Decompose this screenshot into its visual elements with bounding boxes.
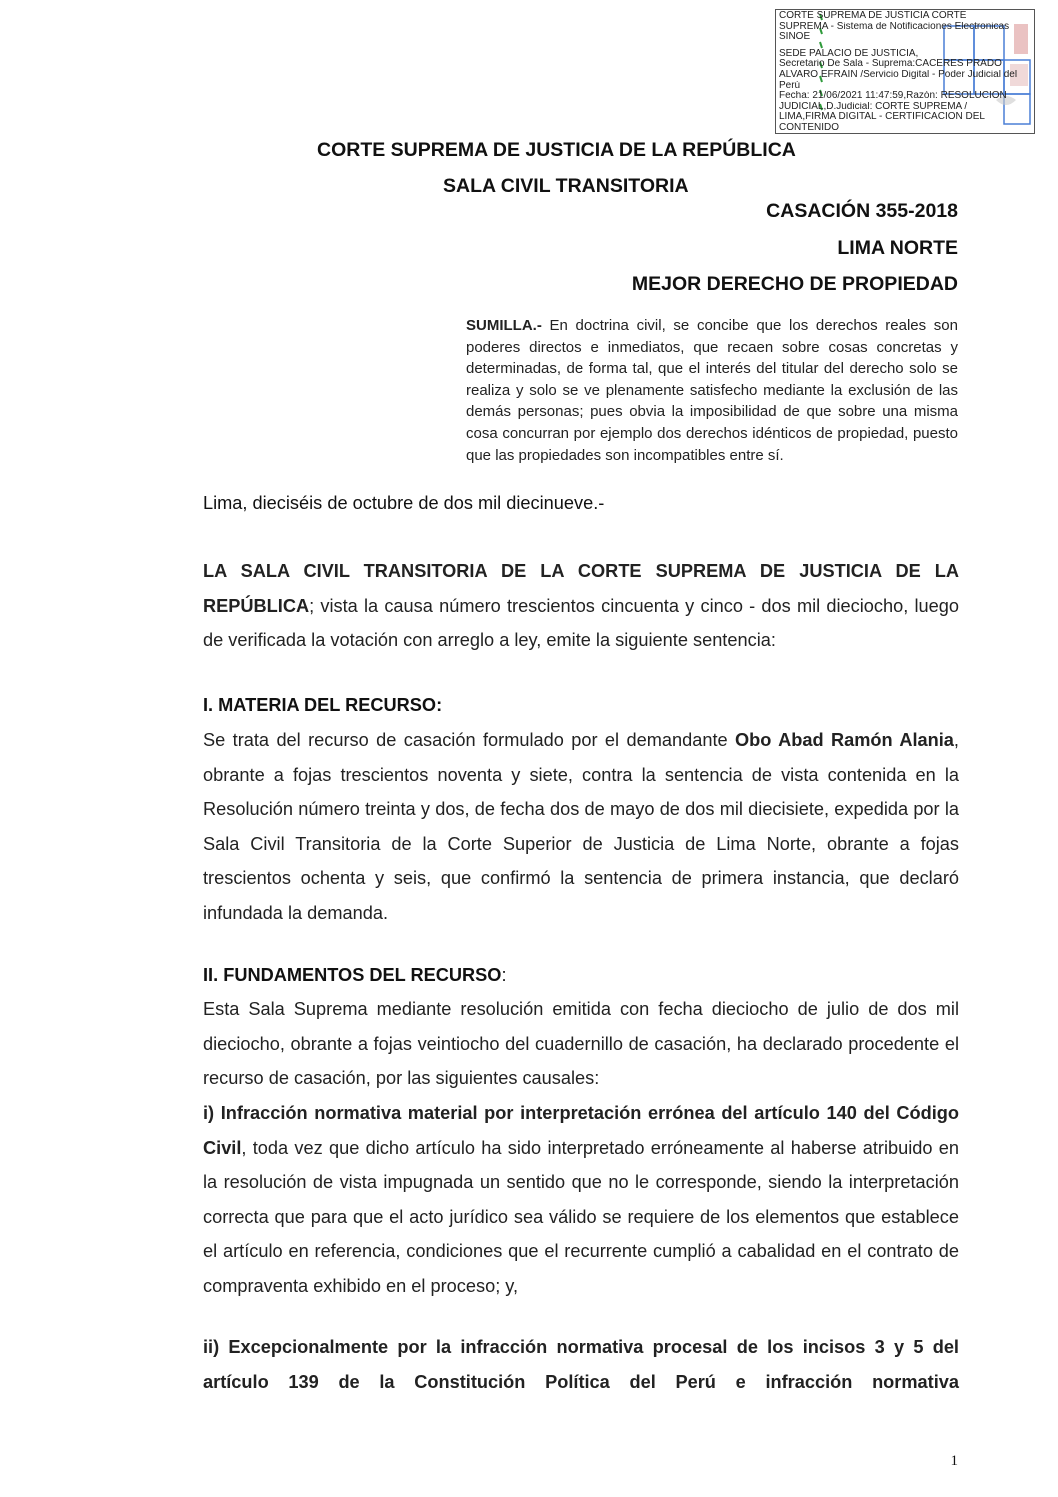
sumilla-label: SUMILLA.- bbox=[466, 317, 542, 334]
section1-text-b: , obrante a fojas trescientos noventa y siete, contra la sentencia de vista contenida en la Resolución número treinta y dos, de fecha dos de mayo de dos mil diecisiete, expedida por la Sala Civil Transitoria de la Corte Superior de Justicia de Lima Norte, obrante a fojas trescientos ochenta y seis, que confirmó la sentencia de primera instancia, que declaró infundada la demanda. bbox=[203, 730, 959, 923]
section2-heading-suffix: : bbox=[501, 965, 507, 985]
section2-heading bbox=[203, 965, 507, 986]
stamp-line: JUDICIAL,D.Judicial: CORTE SUPREMA / bbox=[779, 101, 968, 112]
district-title: LIMA NORTE bbox=[837, 237, 958, 259]
chamber-title: SALA CIVIL TRANSITORIA bbox=[443, 175, 689, 197]
stamp-line: Fecha: 21/06/2021 11:47:59,Razón: RESOLUCIÓN bbox=[779, 91, 1007, 102]
stamp-line: Perú bbox=[779, 80, 801, 91]
section2-intro: Esta Sala Suprema mediante resolución emitida con fecha dieciocho de julio de dos mil dieciocho, obrante a fojas veintiocho del cuadernillo de casación, ha declarado procedente el recurso de casación, por las siguientes causales: bbox=[203, 999, 959, 1088]
cause1-text: , toda vez que dicho artículo ha sido interpretado erróneamente al haberse atribuido en la resolución de vista impugnada un sentido que no le corresponde, siendo la interpretación correcta que para que el acto jurídico sea válido se requiere de los elementos que establece el artículo en referencia, condiciones que el recurrente cumplió a cabalidad en el contrato de compraventa exhibido en el proceso; y, bbox=[203, 1137, 959, 1296]
stamp-line: SINOE bbox=[779, 32, 811, 43]
intro-bold: LA SALA CIVIL TRANSITORIA DE LA CORTE SUPREMA DE JUSTICIA DE LA REPÚBLICA bbox=[203, 561, 959, 616]
section2-heading-text: II. FUNDAMENTOS DEL RECURSO bbox=[203, 965, 502, 985]
section1-heading: I. MATERIA DEL RECURSO: bbox=[203, 695, 443, 715]
sumilla-text: En doctrina civil, se concibe que los derechos reales son poderes directos e inmediatos, que recaen sobre cosas concretas y determinadas, de forma tal, que el interés del titular del derecho solo se realiza y solo se ve plenamente satisfecho mediante la exclusión de las demás personas; pues obvia la imposibilidad de que sobre una misma cosa concurran por ejemplo dos derechos idénticos de propiedad, puesto que las propiedades son incompatibles entre sí. bbox=[466, 317, 958, 464]
section2-cause2: ii) Excepcionalmente por la infracción normativa procesal de los incisos 3 y 5 del artículo 139 de la Constitución Política del Perú e infracción normativa bbox=[203, 1337, 959, 1392]
section1-name: Obo Abad Ramón Alania bbox=[735, 730, 954, 750]
intro-paragraph bbox=[203, 554, 959, 658]
stamp-line: ALVARO EFRAIN /Servicio Digital - Poder Judicial del bbox=[779, 69, 1018, 80]
digital-signature-stamp bbox=[775, 9, 1035, 134]
intro-text: ; vista la causa número trescientos cincuenta y cinco - dos mil dieciocho, luego de verificada la votación con arreglo a ley, emite la siguiente sentencia: bbox=[203, 595, 959, 650]
section1-paragraph bbox=[203, 723, 959, 930]
case-number: CASACIÓN 355-2018 bbox=[766, 200, 958, 222]
stamp-line: SUPREMA - Sistema de Notificaciones Electronicas bbox=[779, 21, 1010, 32]
section1-text-a: Se trata del recurso de casación formulado por el demandante bbox=[203, 730, 736, 750]
matter-title: MEJOR DERECHO DE PROPIEDAD bbox=[631, 273, 958, 295]
stamp-line: LIMA,FIRMA DIGITAL - CERTIFICACIÓN DEL bbox=[779, 112, 985, 123]
page-number: 1 bbox=[950, 1453, 958, 1469]
sumilla-block bbox=[466, 315, 958, 466]
cause1-bold: i) Infracción normativa material por interpretación errónea del artículo 140 del Código Civil bbox=[203, 1103, 959, 1158]
date-line: Lima, dieciséis de octubre de dos mil diecinueve.- bbox=[203, 493, 605, 513]
stamp-line: CORTE SUPREMA DE JUSTICIA CORTE bbox=[779, 11, 967, 21]
section2-cause1 bbox=[203, 1096, 959, 1303]
court-title: CORTE SUPREMA DE JUSTICIA DE LA REPÚBLICA bbox=[317, 139, 796, 161]
stamp-line: Secretario De Sala - Suprema:CACERES PRADO bbox=[779, 59, 1002, 70]
stamp-line: CONTENIDO bbox=[779, 122, 839, 133]
stamp-line: SEDE PALACIO DE JUSTICIA, bbox=[779, 48, 919, 59]
stamp-text bbox=[779, 11, 1031, 134]
